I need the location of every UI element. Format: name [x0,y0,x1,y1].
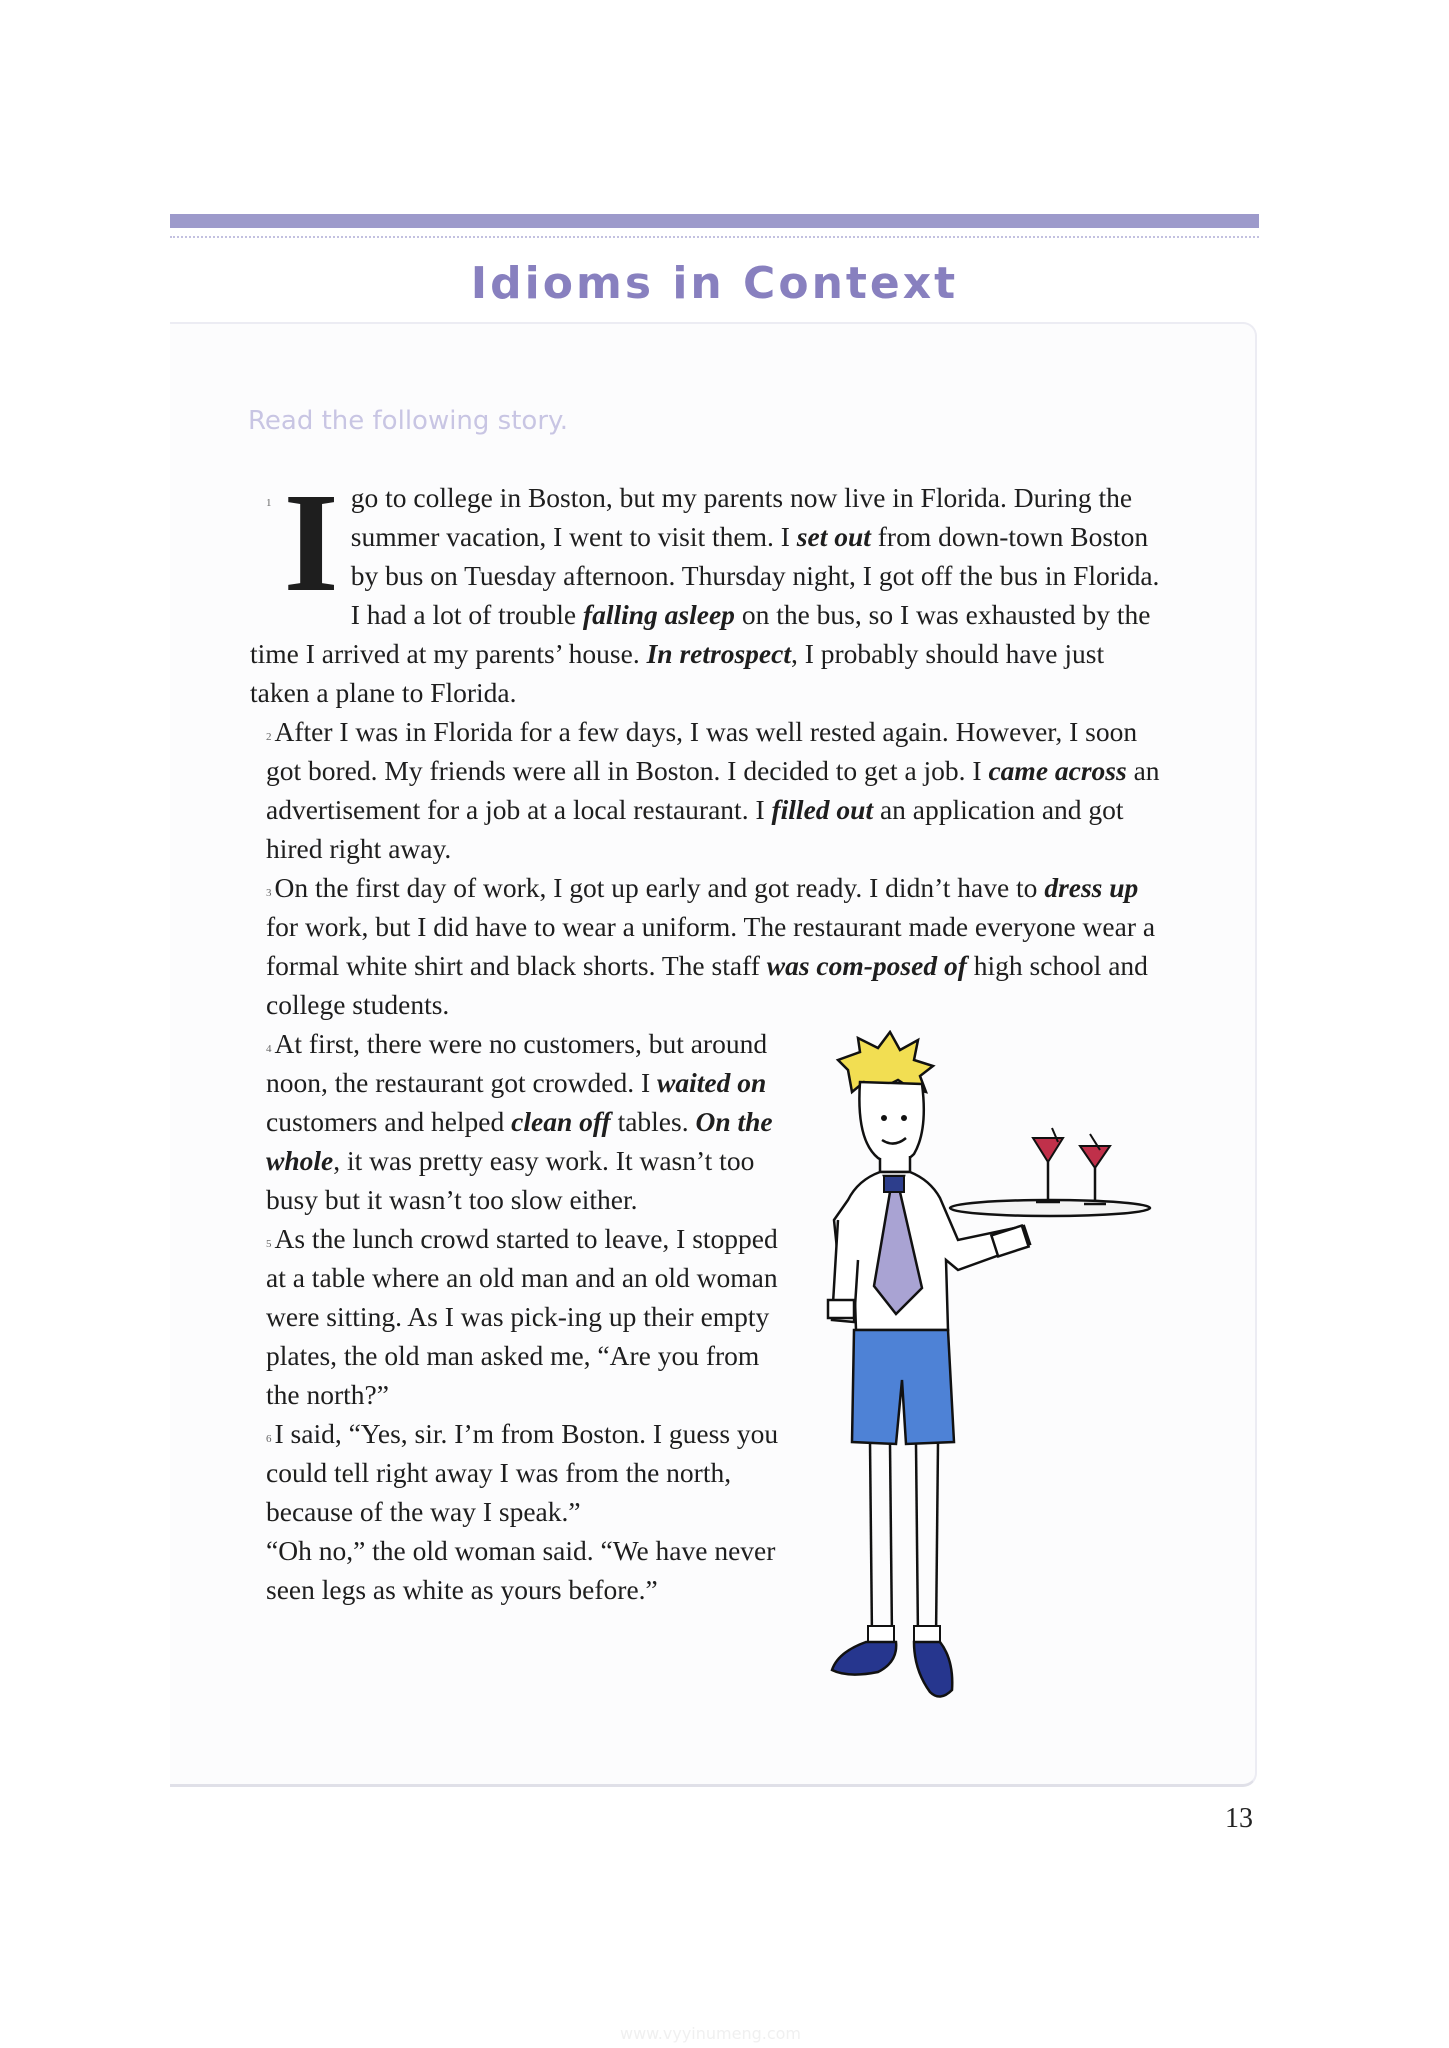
idiom: On the whole [266,1106,773,1176]
header-dotted-rule [170,236,1259,238]
story-text: for work, but I did have to wear a uniform. The restaurant made everyone wear a formal white shirt and black shorts. The staff [266,911,1156,981]
story-text: On the first day of work, I got up early and got ready. I didn’t have to [274,872,1045,903]
story-text: an advertisement for a job at a local restaurant. I [266,755,1160,825]
idiom: In retrospect [646,638,791,669]
paragraph-7 [250,1531,780,1609]
story-text: As the lunch crowd started to leave, I stopped at a table where an old man and an old woman were sitting. As I was pick-ing up their empty plates, the old man asked me, “Are you from the north?” [266,1223,778,1410]
story-text: high school and college students. [266,950,1148,1020]
narrow-column [250,1024,780,1609]
watermark: www.vyyinumeng.com [620,2024,801,2043]
paragraph-number: 5 [266,1238,272,1250]
idiom: clean off [511,1106,611,1137]
paragraph-number: 6 [266,1433,272,1445]
idiom: falling asleep [582,599,735,630]
shoe-icon [914,1642,952,1697]
waiter-illustration [818,1030,1188,1710]
paragraph-number: 1 [266,497,272,509]
story-text: an application and got hired right away. [266,794,1124,864]
paragraph-1 [250,463,1170,712]
idiom: came across [988,755,1127,786]
idiom: waited on [657,1067,767,1098]
paragraph-number: 4 [266,1043,272,1055]
idiom: dress up [1044,872,1139,903]
paragraph-4 [250,1024,780,1219]
instructions: Read the following story. [248,406,568,436]
paragraph-2 [250,712,1170,868]
story-text: on the bus, so I was exhausted by the time I arrived at my parents’ house. [250,599,1151,669]
paragraph-3 [250,868,1170,1024]
shoe-icon [832,1642,896,1675]
story-text: tables. [610,1106,696,1137]
story-text: At first, there were no customers, but around noon, the restaurant got crowded. I [266,1028,768,1098]
story-text: from down-town Boston by bus on Tuesday afternoon. Thursday night, I got off the bus in Florida. I had a lot of trouble [350,521,1160,630]
header-bar [170,214,1259,228]
story-text: After I was in Florida for a few days, I was well rested again. However, I soon got bored. My friends were all in Boston. I decided to get a job. I [266,716,1138,786]
paragraph-number: 3 [266,887,272,899]
shorts-icon [852,1330,954,1444]
idiom: set out [796,521,871,552]
drop-cap: I [283,463,339,621]
tray-icon [950,1128,1150,1216]
story-text: , I probably should have just taken a plane to Florida. [250,638,1105,708]
page-number: 13 [1225,1803,1253,1834]
story-text: “Oh no,” the old woman said. “We have never seen legs as white as yours before.” [266,1535,776,1605]
story-text: customers and helped [266,1106,512,1137]
story-text: , it was pretty easy work. It wasn’t too busy but it wasn’t too slow either. [266,1145,755,1215]
paragraph-number: 2 [266,731,272,743]
idiom: filled out [771,794,874,825]
section-title: Idioms in Context [470,258,959,309]
paragraph-5 [250,1219,780,1414]
story-text: I said, “Yes, sir. I’m from Boston. I guess you could tell right away I was from the north, because of the way I speak.” [266,1418,779,1527]
paragraph-6 [250,1414,780,1531]
idiom: was com-posed of [766,950,967,981]
story-text: go to college in Boston, but my parents now live in Florida. During the summer vacation, I went to visit them. I [350,482,1133,552]
